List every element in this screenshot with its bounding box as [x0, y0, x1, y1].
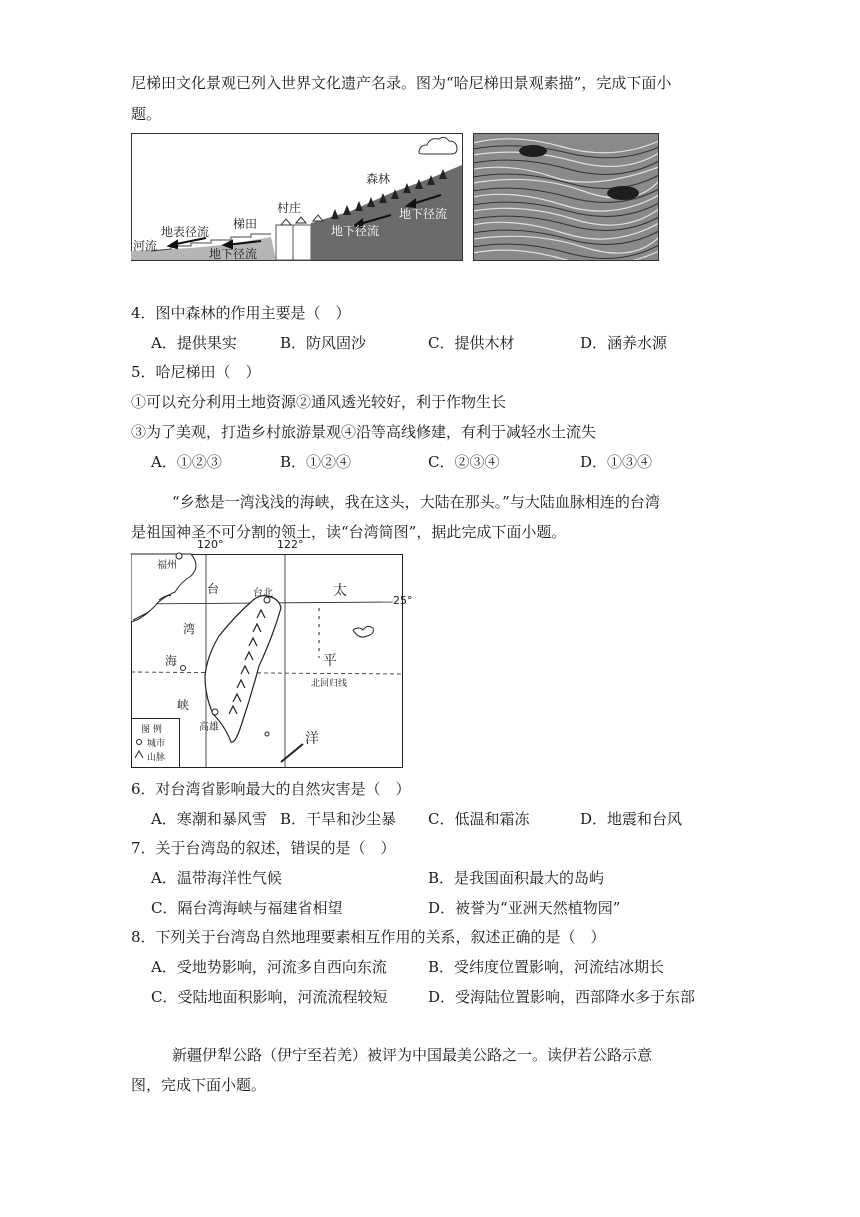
question-6-option-d: D．地震和台风 — [580, 810, 683, 828]
terrace-sketch-svg — [131, 133, 463, 261]
label-groundwater-mid: 地下径流 — [331, 224, 380, 238]
label-forest: 森林 — [366, 172, 391, 186]
question-5-statement-line: ③为了美观，打造乡村旅游景观④沿等高线修建，有利于减轻水土流失 — [131, 423, 597, 441]
intro-text-line: 尼梯田文化景观已列入世界文化遗产名录。图为“哈尼梯田景观素描”，完成下面小 — [131, 74, 672, 92]
label-river: 河流 — [133, 239, 158, 253]
intro-text-line: “乡愁是一湾浅浅的海峡，我在这头，大陆在那头。”与大陆血脉相连的台湾 — [172, 493, 660, 511]
strait-char: 台 — [207, 582, 220, 596]
question-6-option-c: C．低温和霜冻 — [428, 810, 530, 828]
legend-title: 图 例 — [141, 725, 162, 735]
strait-char: 海 — [165, 654, 178, 668]
strait-char: 湾 — [183, 622, 196, 636]
question-8-option-b: B．受纬度位置影响，河流结冰期长 — [428, 958, 665, 976]
question-5-option-b: B．①②④ — [280, 453, 352, 471]
question-8-option-a: A．受地势影响，河流多自西向东流 — [151, 958, 387, 976]
label-groundwater-right: 地下径流 — [399, 207, 448, 221]
city-kaohsiung: 高雄 — [199, 722, 219, 733]
terrace-photo-svg — [473, 133, 659, 261]
terrace-sketch-figure — [131, 133, 463, 261]
question-8-option-c: C．受陆地面积影响，河流流程较短 — [151, 988, 388, 1006]
label-village: 村庄 — [277, 201, 302, 215]
question-4-option-a: A．提供果实 — [151, 334, 237, 352]
latitude-25: 25° — [393, 594, 413, 607]
ocean-char: 太 — [333, 583, 347, 599]
ocean-char: 洋 — [305, 731, 319, 747]
intro-text-line: 是祖国神圣不可分割的领土，读“台湾简图”，据此完成下面小题。 — [131, 523, 567, 541]
question-5-option-c: C．②③④ — [428, 453, 500, 471]
question-6-option-b: B．干旱和沙尘暴 — [280, 810, 397, 828]
ocean-char: 平 — [323, 653, 337, 669]
question-7-option-b: B．是我国面积最大的岛屿 — [428, 869, 605, 887]
question-5-stem: 5．哈尼梯田（ ） — [131, 363, 261, 381]
legend-mountain: 山脉 — [147, 753, 166, 763]
longitude-120: 120° — [197, 538, 224, 551]
city-taipei: 台北 — [253, 588, 273, 599]
question-5-option-d: D．①③④ — [580, 453, 653, 471]
strait-char: 峡 — [177, 698, 190, 712]
intro-text-line: 图，完成下面小题。 — [131, 1076, 267, 1094]
intro-text-line: 新疆伊犁公路（伊宁至若羌）被评为中国最美公路之一。读伊若公路示意 — [172, 1046, 653, 1064]
city-fuzhou: 福州 — [157, 560, 177, 571]
question-4-option-c: C．提供木材 — [428, 334, 515, 352]
intro-text-line: 题。 — [131, 105, 162, 123]
question-4-stem: 4．图中森林的作用主要是（ ） — [131, 304, 351, 322]
label-terrace: 梯田 — [233, 217, 258, 231]
question-5-option-a: A．①②③ — [151, 453, 222, 471]
question-7-stem: 7．关于台湾岛的叙述，错误的是（ ） — [131, 839, 396, 857]
question-8-option-d: D．受海陆位置影响，西部降水多于东部 — [428, 988, 696, 1006]
taiwan-map — [131, 538, 413, 768]
question-5-statement-line: ①可以充分利用土地资源②通风透光较好，利于作物生长 — [131, 393, 507, 411]
question-6-option-a: A．寒潮和暴风雪 — [151, 810, 267, 828]
question-8-stem: 8．下列关于台湾岛自然地理要素相互作用的关系，叙述正确的是（ ） — [131, 928, 606, 946]
question-7-option-d: D．被誉为“亚洲天然植物园” — [428, 899, 621, 917]
label-groundwater-left: 地下径流 — [209, 247, 258, 261]
terrace-photo — [473, 133, 659, 261]
question-7-option-a: A．温带海洋性气候 — [151, 869, 282, 887]
tropic-label: 北回归线 — [311, 679, 348, 689]
question-4-option-b: B．防风固沙 — [280, 334, 367, 352]
question-6-stem: 6．对台湾省影响最大的自然灾害是（ ） — [131, 780, 411, 798]
legend-city: 城市 — [147, 739, 166, 749]
question-4-option-d: D．涵养水源 — [580, 334, 668, 352]
question-7-option-c: C．隔台湾海峡与福建省相望 — [151, 899, 343, 917]
label-surface-runoff: 地表径流 — [161, 225, 210, 239]
longitude-122: 122° — [277, 538, 304, 551]
